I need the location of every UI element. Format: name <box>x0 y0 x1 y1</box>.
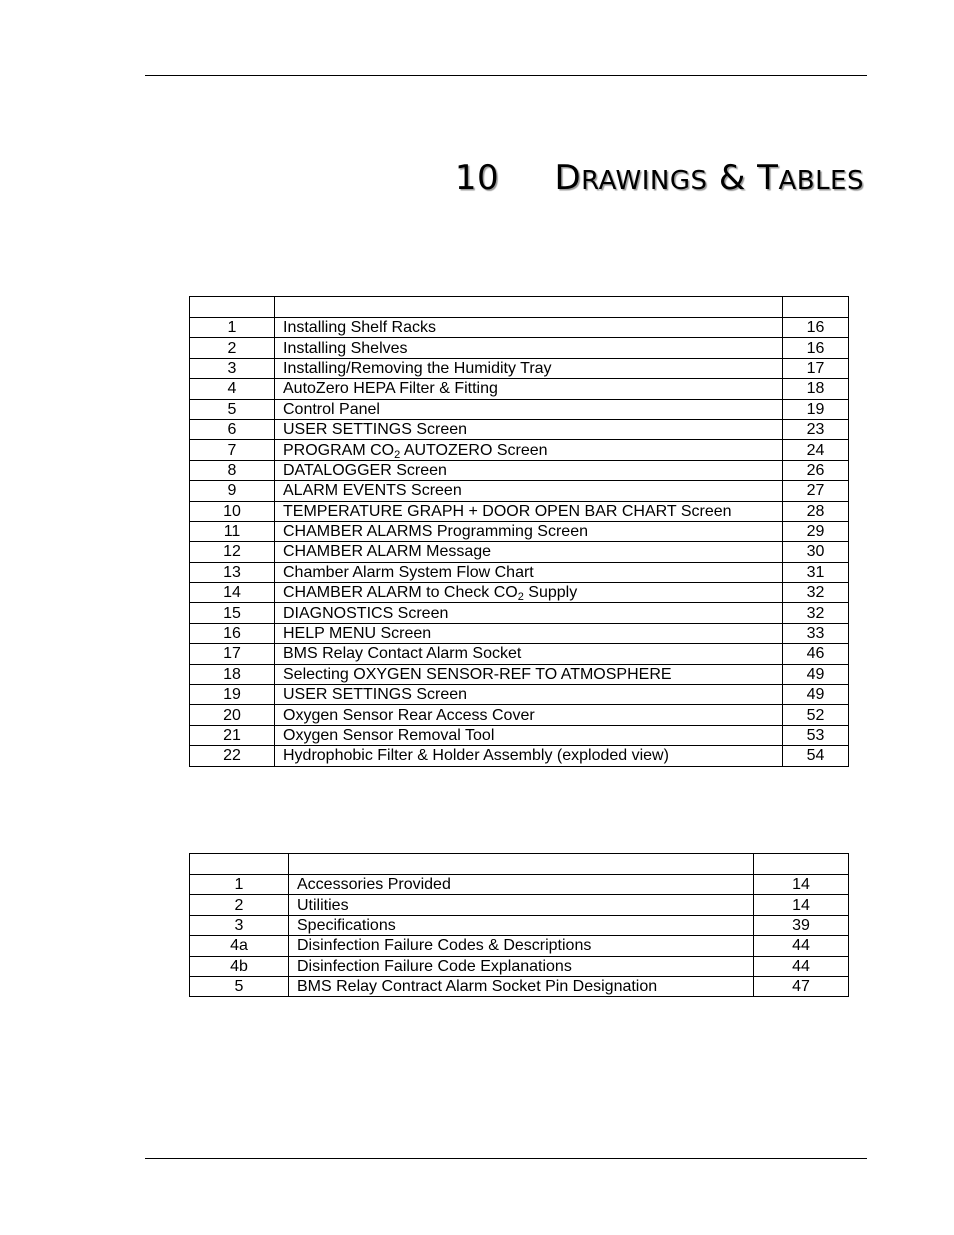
item-title: CHAMBER ALARM Message <box>275 542 783 562</box>
item-page: 30 <box>783 542 849 562</box>
table-row <box>190 440 849 460</box>
item-page: 39 <box>754 915 849 935</box>
table-row <box>190 338 849 358</box>
table-row <box>190 976 849 996</box>
item-title: TEMPERATURE GRAPH + DOOR OPEN BAR CHART Screen <box>275 501 783 521</box>
table-row <box>190 875 849 895</box>
table-header-row <box>190 297 849 318</box>
table-row <box>190 603 849 623</box>
table-row <box>190 705 849 725</box>
header-rule <box>145 75 867 76</box>
item-number: 15 <box>190 603 275 623</box>
item-number: 1 <box>190 875 289 895</box>
header-cell <box>190 854 289 875</box>
item-number: 10 <box>190 501 275 521</box>
item-title: Installing/Removing the Humidity Tray <box>275 358 783 378</box>
footer-rule <box>145 1158 867 1159</box>
item-page: 49 <box>783 664 849 684</box>
item-number: 2 <box>190 895 289 915</box>
header-cell <box>275 297 783 318</box>
item-number: 7 <box>190 440 275 460</box>
item-number: 3 <box>190 358 275 378</box>
item-number: 8 <box>190 460 275 480</box>
item-number: 11 <box>190 521 275 541</box>
chapter-number: 10 <box>454 158 500 198</box>
chapter-heading <box>455 158 864 198</box>
table-header-row <box>190 854 849 875</box>
item-number: 17 <box>190 644 275 664</box>
item-number: 4 <box>190 379 275 399</box>
item-page: 49 <box>783 685 849 705</box>
item-page: 24 <box>783 440 849 460</box>
item-page: 54 <box>783 746 849 766</box>
item-title: Disinfection Failure Code Explanations <box>289 956 754 976</box>
table-row <box>190 542 849 562</box>
item-page: 46 <box>783 644 849 664</box>
item-number: 19 <box>190 685 275 705</box>
item-title: Utilities <box>289 895 754 915</box>
item-number: 16 <box>190 623 275 643</box>
item-page: 52 <box>783 705 849 725</box>
item-page: 16 <box>783 338 849 358</box>
table-row <box>190 725 849 745</box>
tables-list-table <box>189 853 849 997</box>
table-row <box>190 562 849 582</box>
item-title: Oxygen Sensor Removal Tool <box>275 725 783 745</box>
item-page: 23 <box>783 419 849 439</box>
item-page: 16 <box>783 318 849 338</box>
item-title: BMS Relay Contract Alarm Socket Pin Designation <box>289 976 754 996</box>
table-row <box>190 358 849 378</box>
drawings-list-table <box>189 296 849 767</box>
header-cell <box>783 297 849 318</box>
item-title: Oxygen Sensor Rear Access Cover <box>275 705 783 725</box>
item-title: Disinfection Failure Codes & Descriptions <box>289 936 754 956</box>
item-title: Chamber Alarm System Flow Chart <box>275 562 783 582</box>
item-title: Accessories Provided <box>289 875 754 895</box>
chapter-title-word: DRAWINGS <box>554 158 708 198</box>
item-page: 27 <box>783 481 849 501</box>
item-page: 14 <box>754 875 849 895</box>
table-row <box>190 644 849 664</box>
item-page: 53 <box>783 725 849 745</box>
item-number: 5 <box>190 399 275 419</box>
item-page: 26 <box>783 460 849 480</box>
table-row <box>190 623 849 643</box>
item-page: 14 <box>754 895 849 915</box>
table-row <box>190 460 849 480</box>
table-row <box>190 318 849 338</box>
item-number: 22 <box>190 746 275 766</box>
item-page: 44 <box>754 936 849 956</box>
tables-list-body <box>190 854 849 997</box>
item-title: HELP MENU Screen <box>275 623 783 643</box>
header-cell <box>289 854 754 875</box>
item-number: 4a <box>190 936 289 956</box>
item-number: 6 <box>190 419 275 439</box>
item-title: CHAMBER ALARM to Check $CO_2$ Supply <box>275 583 783 603</box>
table-row <box>190 956 849 976</box>
table-row <box>190 664 849 684</box>
header-cell <box>190 297 275 318</box>
item-page: 44 <box>754 956 849 976</box>
item-title: CHAMBER ALARMS Programming Screen <box>275 521 783 541</box>
chapter-title-word: & <box>718 158 746 198</box>
item-page: 29 <box>783 521 849 541</box>
table-row <box>190 501 849 521</box>
item-page: 31 <box>783 562 849 582</box>
item-number: 5 <box>190 976 289 996</box>
table-row <box>190 481 849 501</box>
table-row <box>190 521 849 541</box>
item-number: 12 <box>190 542 275 562</box>
item-number: 3 <box>190 915 289 935</box>
item-page: 18 <box>783 379 849 399</box>
chapter-title-word: TABLES <box>757 158 864 198</box>
item-number: 21 <box>190 725 275 745</box>
item-number: 2 <box>190 338 275 358</box>
item-title: Specifications <box>289 915 754 935</box>
item-title: Installing Shelves <box>275 338 783 358</box>
item-title: Control Panel <box>275 399 783 419</box>
item-page: 32 <box>783 583 849 603</box>
item-number: 13 <box>190 562 275 582</box>
item-page: 17 <box>783 358 849 378</box>
item-number: 14 <box>190 583 275 603</box>
item-title: ALARM EVENTS Screen <box>275 481 783 501</box>
header-cell <box>754 854 849 875</box>
table-row <box>190 419 849 439</box>
item-title: PROGRAM $CO_2$ AUTOZERO Screen <box>275 440 783 460</box>
item-title: DATALOGGER Screen <box>275 460 783 480</box>
item-number: 18 <box>190 664 275 684</box>
table-row <box>190 583 849 603</box>
table-row <box>190 746 849 766</box>
item-page: 47 <box>754 976 849 996</box>
table-row <box>190 895 849 915</box>
item-title: Installing Shelf Racks <box>275 318 783 338</box>
item-title: USER SETTINGS Screen <box>275 419 783 439</box>
item-title: DIAGNOSTICS Screen <box>275 603 783 623</box>
item-page: 28 <box>783 501 849 521</box>
item-title: Hydrophobic Filter & Holder Assembly (exploded view) <box>275 746 783 766</box>
table-row <box>190 915 849 935</box>
item-number: 1 <box>190 318 275 338</box>
item-title: Selecting OXYGEN SENSOR-REF TO ATMOSPHERE <box>275 664 783 684</box>
table-row <box>190 399 849 419</box>
item-number: 9 <box>190 481 275 501</box>
table-row <box>190 685 849 705</box>
item-page: 32 <box>783 603 849 623</box>
item-page: 19 <box>783 399 849 419</box>
item-title: USER SETTINGS Screen <box>275 685 783 705</box>
item-number: 20 <box>190 705 275 725</box>
item-number: 4b <box>190 956 289 976</box>
item-title: AutoZero HEPA Filter & Fitting <box>275 379 783 399</box>
item-page: 33 <box>783 623 849 643</box>
item-title: BMS Relay Contact Alarm Socket <box>275 644 783 664</box>
table-row <box>190 936 849 956</box>
drawings-list-body <box>190 297 849 767</box>
table-row <box>190 379 849 399</box>
